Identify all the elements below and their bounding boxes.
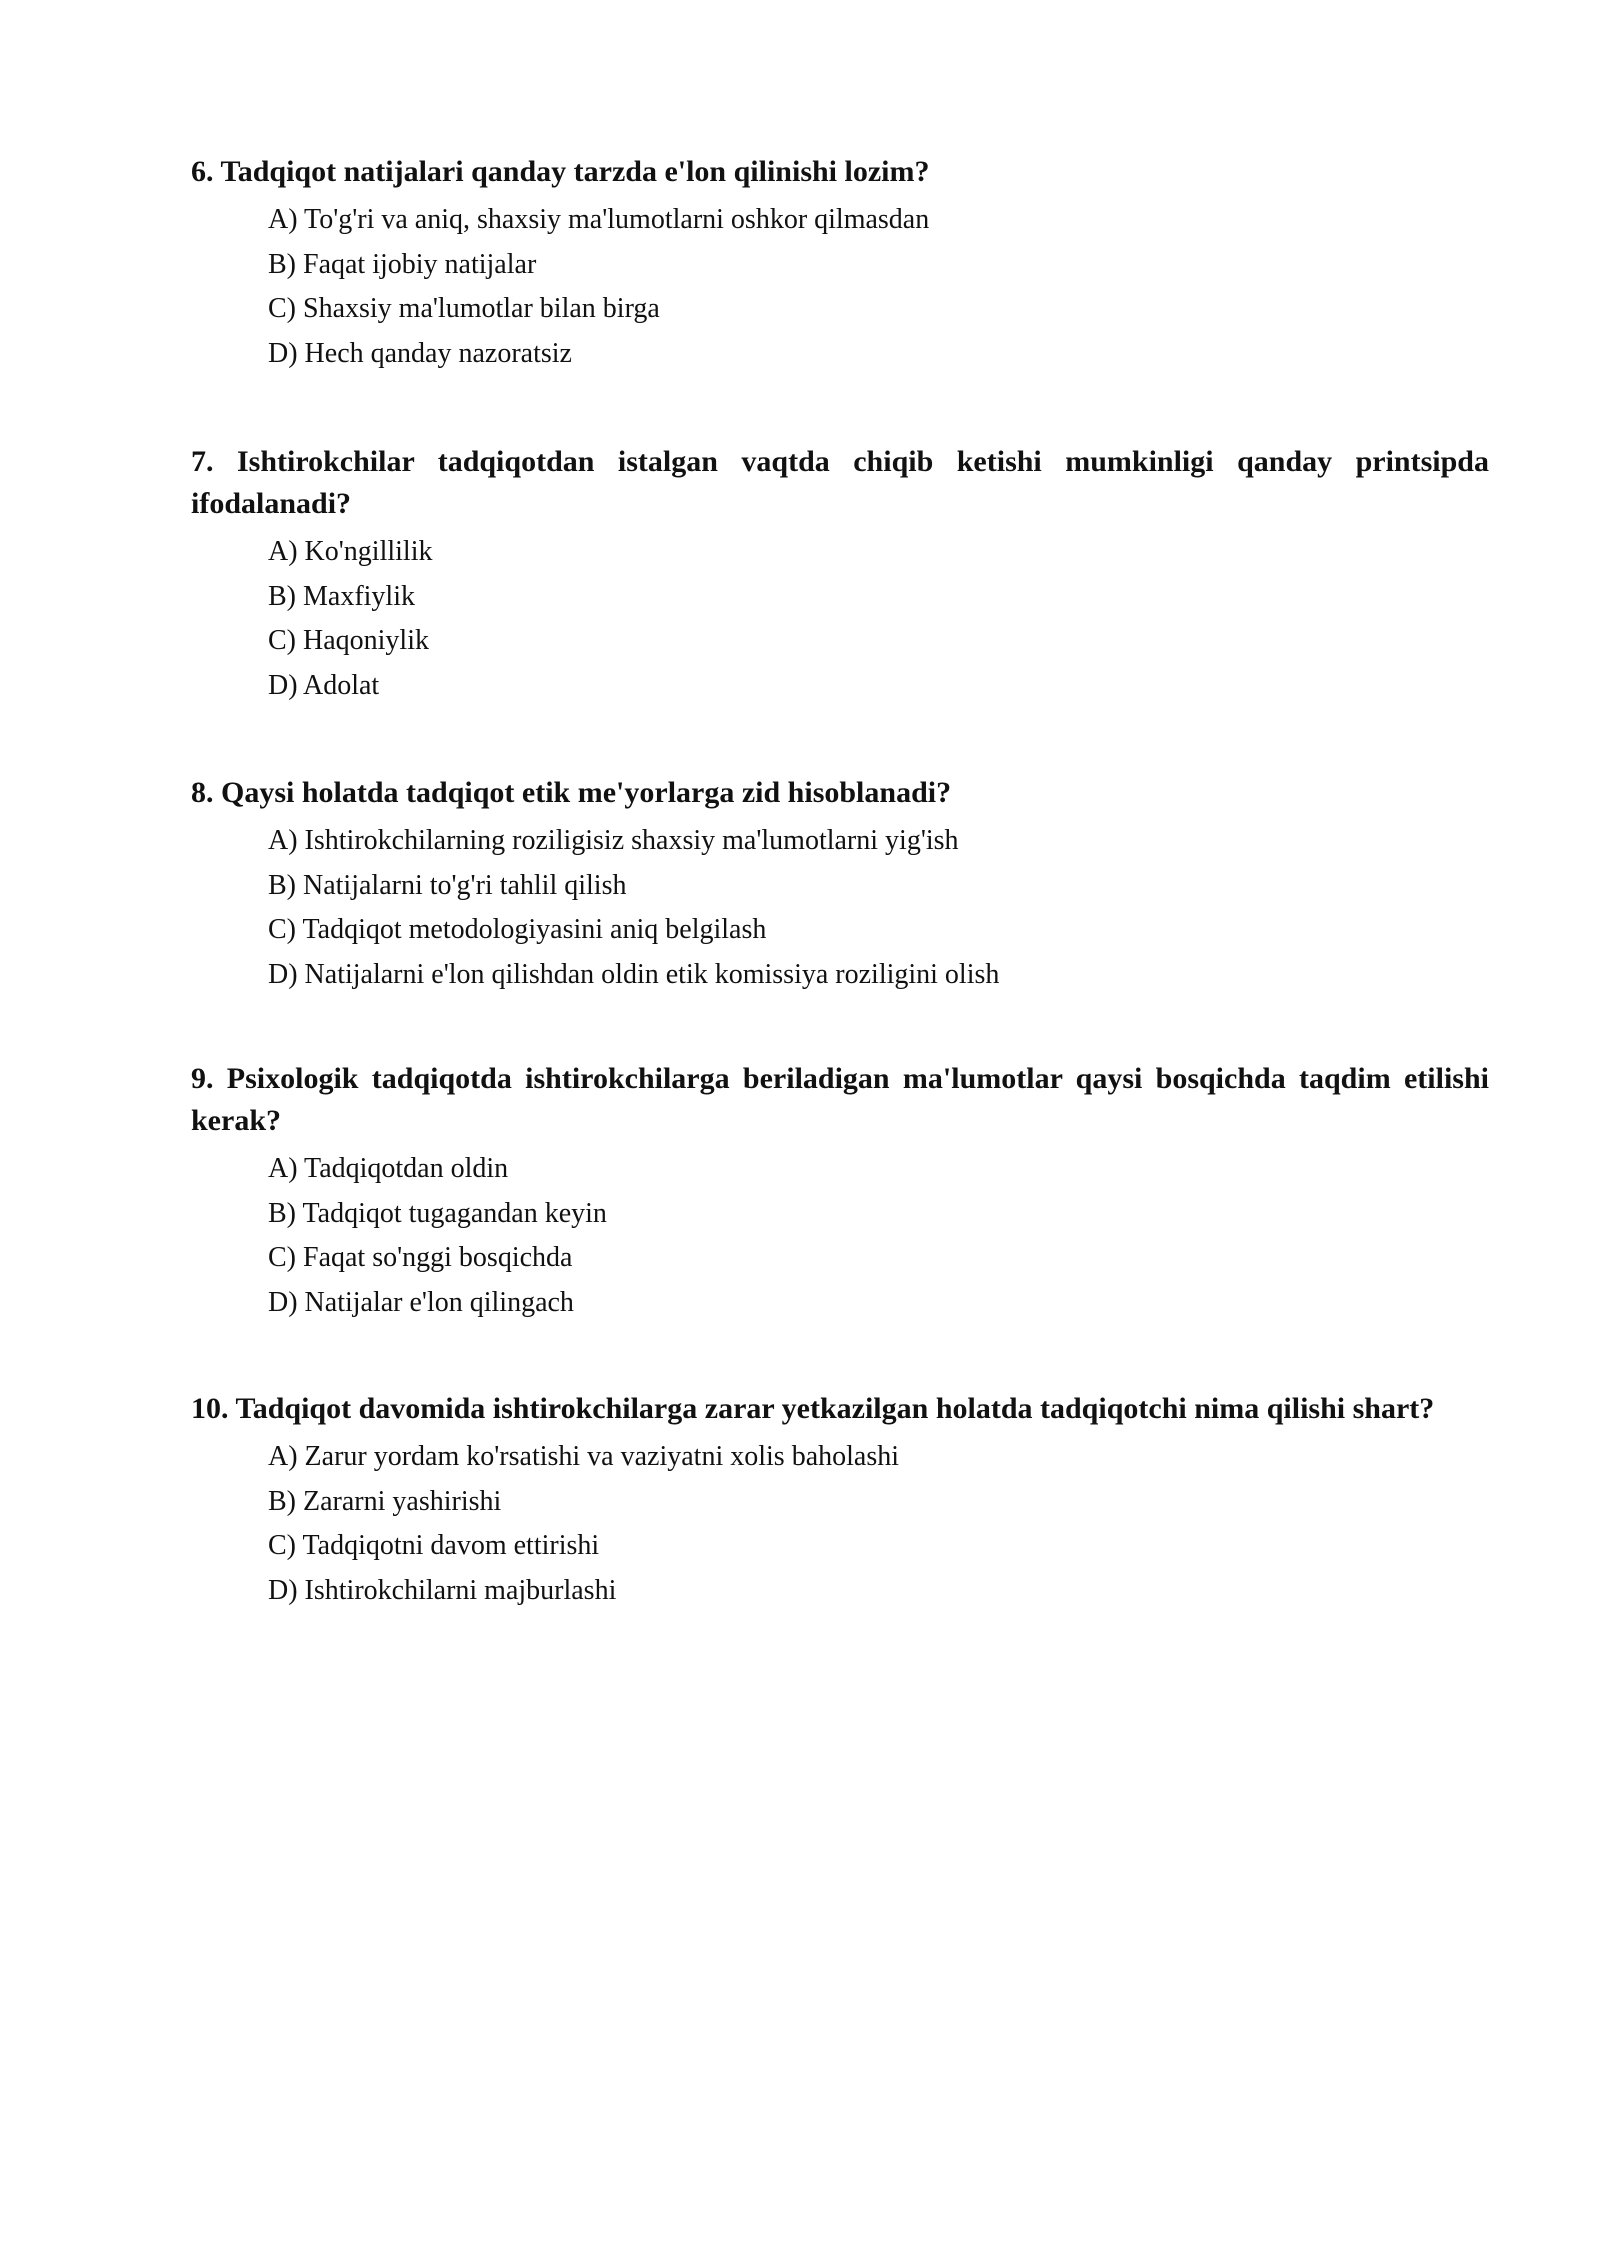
question-10 (191, 1388, 1489, 1613)
answer-option-c: C) Haqoniylik (268, 625, 429, 656)
answer-option-a: A) Ishtirokchilarning roziligisiz shaxsiy ma'lumotlarni yig'ish (268, 825, 959, 856)
answer-option-c: C) Tadqiqot metodologiyasini aniq belgilash (268, 914, 767, 945)
answer-options (191, 1435, 1489, 1613)
answer-option-a: A) Zarur yordam ko'rsatishi va vaziyatni xolis baholashi (268, 1441, 899, 1472)
answer-option-d: D) Hech qanday nazoratsiz (268, 337, 572, 369)
question-title: 10. Tadqiqot davomida ishtirokchilarga zarar yetkazilgan holatda tadqiqotchi nima qilishi shart? (191, 1392, 1435, 1425)
answer-option-b: B) Tadqiqot tugagandan keyin (268, 1197, 607, 1229)
answer-options (191, 1147, 1489, 1325)
question-title: 9. Psixologik tadqiqotda ishtirokchilarga beriladigan ma'lumotlar qaysi bosqichda taqdim etilishi kerak? (191, 1062, 1489, 1137)
question-9 (191, 1058, 1489, 1325)
question-title: 8. Qaysi holatda tadqiqot etik me'yorlarga zid hisoblanadi? (191, 776, 952, 809)
answer-options (191, 819, 1489, 997)
answer-option-b: B) Natijalarni to'g'ri tahlil qilish (268, 869, 627, 901)
answer-option-d: D) Natijalarni e'lon qilishdan oldin etik komissiya roziligini olish (268, 958, 1000, 990)
answer-option-a: A) Ko'ngillilik (268, 536, 433, 567)
question-title: 6. Tadqiqot natijalari qanday tarzda e'lon qilinishi lozim? (191, 155, 930, 188)
answer-option-b: B) Maxfiylik (268, 580, 415, 612)
answer-option-d: D) Natijalar e'lon qilingach (268, 1286, 574, 1318)
answer-option-b: B) Zararni yashirishi (268, 1485, 502, 1517)
answer-option-d: D) Adolat (268, 669, 380, 701)
answer-option-d: D) Ishtirokchilarni majburlashi (268, 1574, 617, 1606)
answer-option-a: A) To'g'ri va aniq, shaxsiy ma'lumotlarni oshkor qilmasdan (268, 204, 930, 235)
answer-option-c: C) Faqat so'nggi bosqichda (268, 1242, 573, 1273)
answer-options (191, 530, 1489, 708)
question-6 (191, 151, 1489, 376)
answer-option-b: B) Faqat ijobiy natijalar (268, 248, 537, 280)
answer-option-c: C) Tadqiqotni davom ettirishi (268, 1530, 600, 1561)
answer-options (191, 198, 1489, 376)
question-title: 7. Ishtirokchilar tadqiqotdan istalgan vaqtda chiqib ketishi mumkinligi qanday printsipda ifodalanadi? (191, 445, 1489, 520)
answer-option-c: C) Shaxsiy ma'lumotlar bilan birga (268, 293, 660, 324)
answer-option-a: A) Tadqiqotdan oldin (268, 1153, 509, 1184)
question-8 (191, 772, 1489, 997)
question-7 (191, 441, 1489, 708)
